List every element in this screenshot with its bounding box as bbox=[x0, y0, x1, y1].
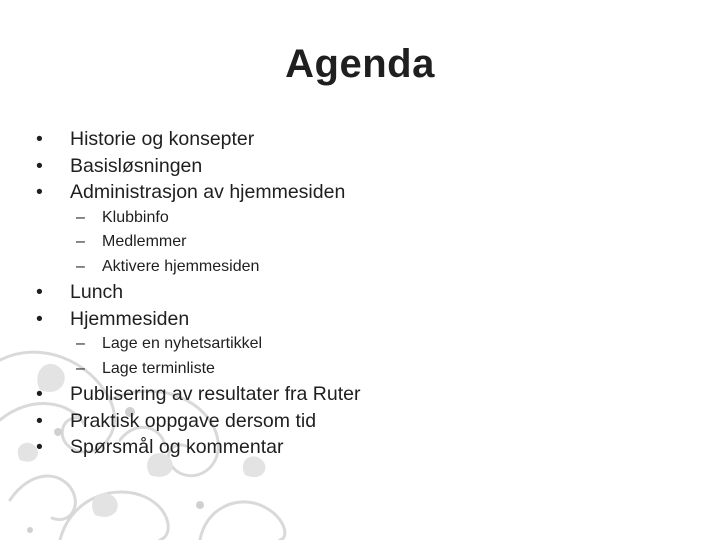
agenda-subitem bbox=[36, 255, 686, 280]
agenda-subitem-text: Lage terminliste bbox=[102, 359, 215, 377]
agenda-item-text: Administrasjon av hjemmesiden bbox=[70, 181, 346, 203]
bullet-icon: • bbox=[36, 154, 43, 177]
agenda-item bbox=[36, 306, 686, 333]
bullet-icon: • bbox=[36, 281, 43, 303]
slide-title bbox=[0, 42, 720, 87]
agenda-item bbox=[36, 434, 686, 461]
agenda-list bbox=[36, 126, 686, 461]
bullet-icon: • bbox=[36, 436, 43, 458]
bullet-icon: • bbox=[36, 409, 43, 432]
agenda-subitem-text: Medlemmer bbox=[102, 233, 187, 250]
agenda-subitem bbox=[36, 357, 686, 382]
agenda-item-text: Hjemmesiden bbox=[70, 307, 190, 330]
bullet-icon: • bbox=[36, 181, 43, 203]
agenda-item-text: Publisering av resultater fra Ruter bbox=[70, 383, 361, 405]
bullet-icon: • bbox=[36, 383, 43, 405]
agenda-item bbox=[36, 126, 686, 153]
agenda-subitem-text: Lage en nyhetsartikkel bbox=[102, 335, 263, 352]
agenda-subitem bbox=[36, 206, 686, 231]
dash-icon: – bbox=[76, 359, 85, 377]
dash-icon: – bbox=[76, 208, 85, 226]
agenda-item bbox=[36, 179, 686, 206]
dash-icon: – bbox=[76, 233, 85, 250]
agenda-item bbox=[36, 381, 686, 408]
agenda-subitem bbox=[36, 230, 686, 255]
agenda-item bbox=[36, 279, 686, 306]
agenda-item-text: Historie og konsepter bbox=[70, 128, 255, 150]
agenda-subitem-text: Klubbinfo bbox=[102, 208, 169, 226]
bullet-icon: • bbox=[36, 128, 43, 150]
dash-icon: – bbox=[76, 257, 85, 275]
agenda-item-text: Lunch bbox=[70, 281, 124, 303]
bullet-icon: • bbox=[36, 307, 43, 330]
agenda-item bbox=[36, 153, 686, 180]
agenda-subitem bbox=[36, 332, 686, 357]
agenda-item-text: Basisløsningen bbox=[70, 154, 203, 177]
agenda-item-text: Praktisk oppgave dersom tid bbox=[70, 409, 317, 432]
agenda-item-text: Spørsmål og kommentar bbox=[70, 436, 284, 458]
agenda-item bbox=[36, 408, 686, 435]
agenda-subitem-text: Aktivere hjemmesiden bbox=[102, 257, 260, 275]
slide-title-text: Agenda bbox=[285, 42, 435, 86]
dash-icon: – bbox=[76, 335, 85, 352]
